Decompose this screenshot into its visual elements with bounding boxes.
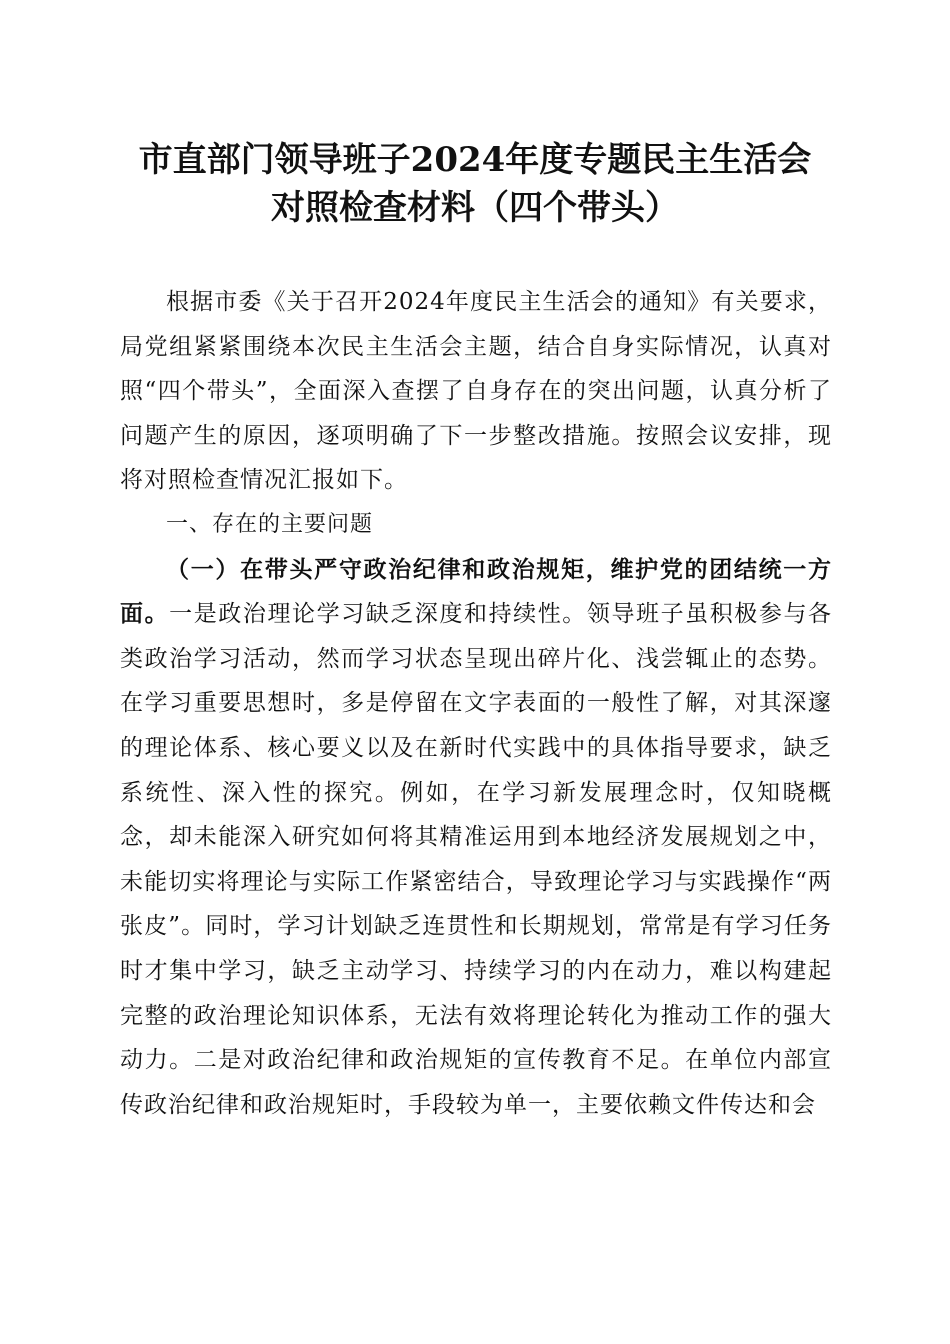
document-body	[120, 280, 832, 1127]
subsection-paragraph	[120, 548, 832, 1128]
document-title	[100, 136, 850, 232]
title-line-1: 市直部门领导班子2024年度专题民主生活会	[138, 140, 812, 180]
subsection-body: 一是政治理论学习缺乏深度和持续性。领导班子虽积极参与各类政治学习活动，然而学习状态呈现出碎片化、浅尝辄止的态势。在学习重要思想时，多是停留在文字表面的一般性了解，对其深邃的理论体系、核心要义以及在新时代实践中的具体指导要求，缺乏系统性、深入性的探究。例如，在学习新发展理念时，仅知晓概念，却未能深入研究如何将其精准运用到本地经济发展规划之中，未能切实将理论与实际工作紧密结合，导致理论学习与实践操作“两张皮”。同时，学习计划缺乏连贯性和长期规划，常常是有学习任务时才集中学习，缺乏主动学习、持续学习的内在动力，难以构建起完整的政治理论知识体系，无法有效将理论转化为推动工作的强大动力。二是对政治纪律和政治规矩的宣传教育不足。在单位内部宣传政治纪律和政治规矩时，手段较为单一，主要依赖文件传达和会	[120, 601, 833, 1118]
section-heading-problems: 一、存在的主要问题	[166, 511, 374, 537]
intro-paragraph: 根据市委《关于召开2024年度民主生活会的通知》有关要求，局党组紧紧围绕本次民主生活会主题，结合自身实际情况，认真对照“四个带头”，全面深入查摆了自身存在的突出问题，认真分析了问题产生的原因，逐项明确了下一步整改措施。按照会议安排，现将对照检查情况汇报如下。	[120, 289, 832, 494]
title-line-2: 对照检查材料（四个带头）	[271, 188, 679, 228]
subsection-heading: （一）在带头严守政治纪律和政治规矩，维护党的团结统一方面。	[120, 555, 832, 628]
